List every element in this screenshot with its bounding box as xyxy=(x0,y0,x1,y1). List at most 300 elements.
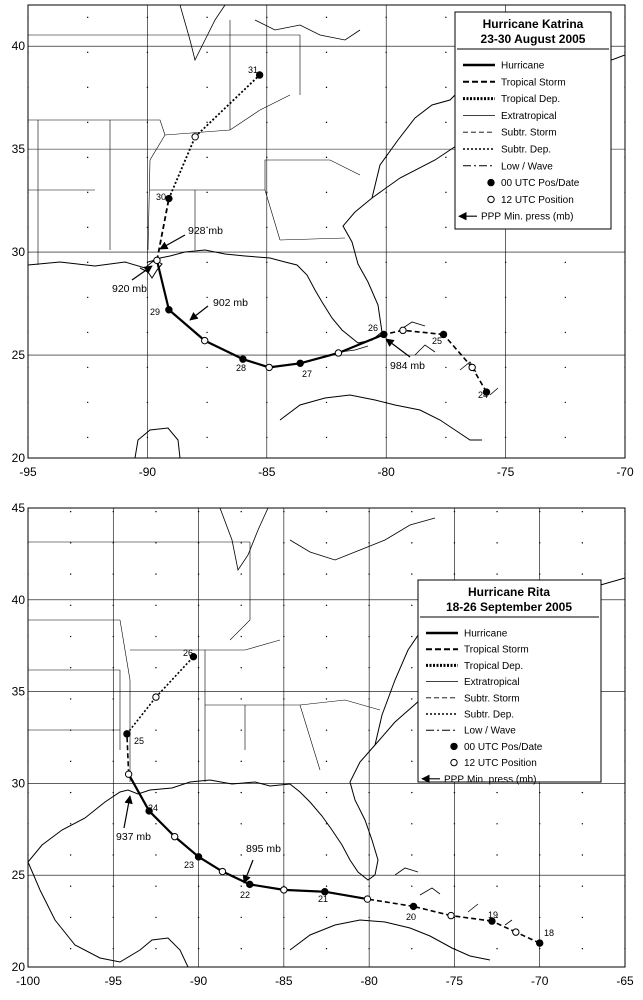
grid-dot xyxy=(539,854,540,855)
grid-dot xyxy=(326,761,327,762)
grid-dot xyxy=(241,511,242,512)
grid-dot xyxy=(565,297,566,298)
day-label: 26 xyxy=(183,648,194,658)
grid-dot xyxy=(411,792,412,793)
grid-dot xyxy=(582,823,583,824)
grid-dot xyxy=(326,792,327,793)
x-tick-label: -90 xyxy=(138,465,157,479)
grid-dot xyxy=(411,698,412,699)
x-tick-label: -90 xyxy=(189,974,208,988)
grid-dot xyxy=(326,917,327,918)
grid-dot xyxy=(155,667,156,668)
y-tick-label: 30 xyxy=(11,245,25,260)
grid-dot xyxy=(539,511,540,512)
legend-item-label: Hurricane xyxy=(501,60,545,72)
day-label: 21 xyxy=(318,894,329,904)
grid-dot xyxy=(386,17,387,18)
grid-dot xyxy=(113,886,114,887)
grid-dot xyxy=(326,854,327,855)
position-12utc xyxy=(469,364,475,370)
grid-dot xyxy=(266,297,267,298)
grid-dot xyxy=(326,886,327,887)
grid-dot xyxy=(505,262,506,263)
grid-dot xyxy=(582,511,583,512)
grid-dot xyxy=(87,87,88,88)
grid-dot xyxy=(206,192,207,193)
grid-dot xyxy=(147,437,148,438)
grid-dot xyxy=(386,227,387,228)
grid-dot xyxy=(70,917,71,918)
legend-swatch xyxy=(451,743,457,749)
grid-dot xyxy=(266,87,267,88)
grid-dot xyxy=(283,605,284,606)
grid-dot xyxy=(565,262,566,263)
day-label: 19 xyxy=(488,910,499,920)
grid-dot xyxy=(445,262,446,263)
grid-dot xyxy=(206,402,207,403)
grid-dot xyxy=(582,917,583,918)
day-label: 28 xyxy=(236,363,247,373)
grid-dot xyxy=(266,437,267,438)
grid-dot xyxy=(326,667,327,668)
grid-dot xyxy=(87,367,88,368)
day-label: 22 xyxy=(240,890,251,900)
x-tick-label: -75 xyxy=(445,974,464,988)
legend-item-label: Subtr. Storm xyxy=(501,127,557,139)
grid-dot xyxy=(147,262,148,263)
grid-dot xyxy=(113,917,114,918)
grid-dot xyxy=(198,886,199,887)
grid-dot xyxy=(411,761,412,762)
grid-dot xyxy=(326,157,327,158)
grid-dot xyxy=(241,761,242,762)
grid-dot xyxy=(283,698,284,699)
grid-dot xyxy=(411,948,412,949)
pressure-label: 895 mb xyxy=(246,843,282,855)
y-tick-label: 40 xyxy=(11,39,25,54)
grid-dot xyxy=(147,332,148,333)
position-00utc xyxy=(297,360,303,366)
grid-dot xyxy=(411,636,412,637)
grid-dot xyxy=(496,792,497,793)
grid-dot xyxy=(539,573,540,574)
grid-dot xyxy=(87,402,88,403)
legend-subtitle: 23-30 August 2005 xyxy=(480,32,586,46)
grid-dot xyxy=(70,605,71,606)
grid-dot xyxy=(155,948,156,949)
grid-dot xyxy=(155,761,156,762)
grid-dot xyxy=(70,948,71,949)
grid-dot xyxy=(411,667,412,668)
grid-dot xyxy=(206,332,207,333)
grid-dot xyxy=(206,262,207,263)
grid-dot xyxy=(155,573,156,574)
legend-item-label: 00 UTC Pos/Date xyxy=(501,178,580,190)
grid-dot xyxy=(445,52,446,53)
position-00utc xyxy=(195,854,201,860)
grid-dot xyxy=(147,402,148,403)
grid-dot xyxy=(241,729,242,730)
grid-dot xyxy=(582,792,583,793)
grid-dot xyxy=(454,792,455,793)
grid-dot xyxy=(87,17,88,18)
y-tick-label: 25 xyxy=(11,348,25,363)
grid-dot xyxy=(266,157,267,158)
day-label: 25 xyxy=(432,336,443,346)
grid-dot xyxy=(198,605,199,606)
grid-dot xyxy=(283,948,284,949)
grid-dot xyxy=(326,332,327,333)
grid-dot xyxy=(113,948,114,949)
grid-dot xyxy=(368,636,369,637)
grid-dot xyxy=(113,854,114,855)
grid-dot xyxy=(113,698,114,699)
grid-dot xyxy=(445,402,446,403)
grid-dot xyxy=(496,823,497,824)
grid-dot xyxy=(241,667,242,668)
grid-dot xyxy=(241,948,242,949)
grid-dot xyxy=(266,227,267,228)
position-00utc xyxy=(247,881,253,887)
grid-dot xyxy=(206,122,207,123)
x-tick-label: -95 xyxy=(19,465,37,479)
grid-dot xyxy=(565,402,566,403)
x-tick-label: -70 xyxy=(616,465,634,479)
grid-dot xyxy=(368,698,369,699)
day-label: 30 xyxy=(156,192,167,202)
grid-dot xyxy=(326,52,327,53)
grid-dot xyxy=(386,437,387,438)
legend-item-label: Hurricane xyxy=(464,628,508,640)
grid-dot xyxy=(283,854,284,855)
grid-dot xyxy=(87,262,88,263)
grid-dot xyxy=(411,886,412,887)
grid-dot xyxy=(368,886,369,887)
legend-item-label: 12 UTC Position xyxy=(501,194,574,206)
grid-dot xyxy=(445,17,446,18)
grid-dot xyxy=(70,511,71,512)
grid-dot xyxy=(411,605,412,606)
grid-dot xyxy=(386,122,387,123)
grid-dot xyxy=(445,87,446,88)
x-tick-label: -80 xyxy=(360,974,378,988)
day-label: 24 xyxy=(148,803,159,813)
grid-dot xyxy=(386,52,387,53)
x-tick-label: -100 xyxy=(15,974,41,988)
grid-dot xyxy=(411,511,412,512)
grid-dot xyxy=(283,823,284,824)
day-label: 23 xyxy=(184,860,195,870)
grid-dot xyxy=(368,729,369,730)
grid-dot xyxy=(386,297,387,298)
grid-dot xyxy=(198,729,199,730)
grid-dot xyxy=(326,437,327,438)
x-tick-label: -65 xyxy=(616,974,634,988)
grid-dot xyxy=(198,948,199,949)
legend-item-label: Min. press (mb) xyxy=(467,774,537,786)
grid-dot xyxy=(582,542,583,543)
position-12utc xyxy=(335,350,341,356)
grid-dot xyxy=(70,542,71,543)
grid-dot xyxy=(411,542,412,543)
grid-dot xyxy=(241,698,242,699)
grid-dot xyxy=(368,948,369,949)
rita-legend xyxy=(418,580,601,785)
grid-dot xyxy=(266,332,267,333)
grid-dot xyxy=(386,262,387,263)
legend-title: Hurricane Rita xyxy=(467,585,551,599)
position-00utc xyxy=(166,307,172,313)
grid-dot xyxy=(326,262,327,263)
grid-dot xyxy=(266,192,267,193)
position-00utc xyxy=(124,731,130,737)
grid-dot xyxy=(368,605,369,606)
grid-dot xyxy=(198,698,199,699)
grid-dot xyxy=(87,332,88,333)
grid-dot xyxy=(496,948,497,949)
grid-dot xyxy=(241,636,242,637)
grid-dot xyxy=(565,437,566,438)
grid-dot xyxy=(411,854,412,855)
grid-dot xyxy=(70,886,71,887)
grid-dot xyxy=(241,605,242,606)
grid-dot xyxy=(445,367,446,368)
grid-dot xyxy=(582,886,583,887)
grid-dot xyxy=(70,698,71,699)
grid-dot xyxy=(326,605,327,606)
grid-dot xyxy=(454,823,455,824)
grid-dot xyxy=(368,573,369,574)
grid-dot xyxy=(70,573,71,574)
grid-dot xyxy=(87,297,88,298)
legend-ppp: PPP xyxy=(481,211,502,223)
y-tick-label: 30 xyxy=(11,776,25,791)
legend-item-label: Subtr. Storm xyxy=(464,693,520,705)
grid-dot xyxy=(155,886,156,887)
grid-dot xyxy=(113,511,114,512)
grid-dot xyxy=(539,917,540,918)
grid-dot xyxy=(368,854,369,855)
position-12utc xyxy=(153,694,159,700)
y-tick-label: 20 xyxy=(11,960,25,974)
grid-dot xyxy=(155,605,156,606)
grid-dot xyxy=(496,573,497,574)
grid-dot xyxy=(454,573,455,574)
grid-dot xyxy=(326,402,327,403)
day-label: 29 xyxy=(150,307,161,317)
grid-dot xyxy=(241,792,242,793)
grid-dot xyxy=(539,886,540,887)
grid-dot xyxy=(326,367,327,368)
grid-dot xyxy=(283,573,284,574)
katrina-legend xyxy=(455,12,611,229)
grid-dot xyxy=(445,297,446,298)
position-00utc xyxy=(410,903,416,909)
x-tick-label: -95 xyxy=(104,974,122,988)
grid-dot xyxy=(198,761,199,762)
grid-dot xyxy=(155,792,156,793)
position-12utc xyxy=(364,896,370,902)
position-00utc xyxy=(240,356,246,362)
position-12utc xyxy=(192,134,198,140)
grid-dot xyxy=(87,122,88,123)
legend-item-label: Subtr. Dep. xyxy=(501,144,552,156)
grid-dot xyxy=(411,573,412,574)
legend-item-label: Extratropical xyxy=(501,110,557,122)
grid-dot xyxy=(445,122,446,123)
day-label: 24 xyxy=(478,390,489,400)
grid-dot xyxy=(386,87,387,88)
grid-dot xyxy=(326,192,327,193)
grid-dot xyxy=(368,917,369,918)
grid-dot xyxy=(283,792,284,793)
y-tick-label: 45 xyxy=(11,501,25,515)
grid-dot xyxy=(565,367,566,368)
legend-swatch xyxy=(488,196,494,202)
grid-dot xyxy=(368,667,369,668)
grid-dot xyxy=(505,402,506,403)
grid-dot xyxy=(368,761,369,762)
grid-dot xyxy=(198,511,199,512)
grid-dot xyxy=(283,511,284,512)
grid-dot xyxy=(326,227,327,228)
grid-dot xyxy=(266,52,267,53)
grid-dot xyxy=(505,297,506,298)
grid-dot xyxy=(565,332,566,333)
grid-dot xyxy=(326,729,327,730)
grid-dot xyxy=(283,542,284,543)
grid-dot xyxy=(326,573,327,574)
grid-dot xyxy=(206,437,207,438)
grid-dot xyxy=(411,823,412,824)
grid-dot xyxy=(326,87,327,88)
grid-dot xyxy=(198,542,199,543)
pressure-label: 937 mb xyxy=(116,831,152,843)
grid-dot xyxy=(70,854,71,855)
legend-swatch xyxy=(488,179,494,185)
grid-dot xyxy=(368,823,369,824)
y-tick-label: 35 xyxy=(11,684,25,699)
position-00utc xyxy=(381,331,387,337)
rita-track-map xyxy=(0,500,643,1000)
grid-dot xyxy=(155,823,156,824)
grid-dot xyxy=(147,297,148,298)
grid-dot xyxy=(445,192,446,193)
position-12utc xyxy=(513,929,519,935)
grid-dot xyxy=(113,636,114,637)
grid-dot xyxy=(582,854,583,855)
grid-dot xyxy=(155,917,156,918)
day-label: 26 xyxy=(368,323,379,333)
pressure-label: 984 mb xyxy=(390,360,426,372)
legend-swatch xyxy=(451,759,457,765)
grid-dot xyxy=(582,573,583,574)
grid-dot xyxy=(87,157,88,158)
grid-dot xyxy=(241,854,242,855)
grid-dot xyxy=(496,542,497,543)
position-12utc xyxy=(400,327,406,333)
position-12utc xyxy=(171,833,177,839)
grid-dot xyxy=(454,542,455,543)
grid-dot xyxy=(155,542,156,543)
legend-item-label: Low / Wave xyxy=(501,161,553,173)
position-12utc xyxy=(266,364,272,370)
grid-dot xyxy=(206,157,207,158)
position-00utc xyxy=(537,940,543,946)
grid-dot xyxy=(113,573,114,574)
grid-dot xyxy=(266,122,267,123)
grid-dot xyxy=(266,402,267,403)
grid-dot xyxy=(496,511,497,512)
legend-subtitle: 18-26 September 2005 xyxy=(445,600,573,614)
position-12utc xyxy=(448,912,454,918)
legend-item-label: Subtr. Dep. xyxy=(464,709,515,721)
pressure-label: 902 mb xyxy=(213,297,249,309)
grid-dot xyxy=(113,542,114,543)
day-label: 18 xyxy=(544,928,555,938)
grid-dot xyxy=(326,948,327,949)
grid-dot xyxy=(386,192,387,193)
y-tick-label: 35 xyxy=(11,142,25,157)
grid-dot xyxy=(198,573,199,574)
grid-dot xyxy=(326,17,327,18)
grid-dot xyxy=(326,698,327,699)
grid-dot xyxy=(206,87,207,88)
pressure-label: 920 mb xyxy=(112,283,148,295)
katrina-track-map xyxy=(0,0,643,490)
grid-dot xyxy=(445,227,446,228)
position-12utc xyxy=(154,257,160,263)
grid-dot xyxy=(386,367,387,368)
grid-dot xyxy=(496,854,497,855)
grid-dot xyxy=(198,917,199,918)
grid-dot xyxy=(454,511,455,512)
legend-item-label: Min. press (mb) xyxy=(504,211,574,223)
grid-dot xyxy=(113,792,114,793)
legend-item-label: Tropical Storm xyxy=(501,77,566,89)
grid-dot xyxy=(496,886,497,887)
grid-dot xyxy=(206,297,207,298)
grid-dot xyxy=(326,122,327,123)
y-tick-label: 25 xyxy=(11,868,25,883)
grid-dot xyxy=(155,636,156,637)
grid-dot xyxy=(283,729,284,730)
y-tick-label: 20 xyxy=(11,451,25,465)
grid-dot xyxy=(155,511,156,512)
grid-dot xyxy=(505,367,506,368)
grid-dot xyxy=(87,227,88,228)
day-label: 20 xyxy=(406,912,417,922)
grid-dot xyxy=(147,367,148,368)
legend-item-label: 00 UTC Pos/Date xyxy=(464,741,543,753)
grid-dot xyxy=(155,854,156,855)
grid-dot xyxy=(147,192,148,193)
legend-item-label: Low / Wave xyxy=(464,725,516,737)
grid-dot xyxy=(113,605,114,606)
grid-dot xyxy=(241,542,242,543)
grid-dot xyxy=(326,297,327,298)
grid-dot xyxy=(454,886,455,887)
grid-dot xyxy=(70,792,71,793)
position-12utc xyxy=(202,337,208,343)
grid-dot xyxy=(87,437,88,438)
grid-dot xyxy=(70,667,71,668)
grid-dot xyxy=(147,52,148,53)
grid-dot xyxy=(326,542,327,543)
grid-dot xyxy=(87,192,88,193)
grid-dot xyxy=(411,729,412,730)
grid-dot xyxy=(283,917,284,918)
